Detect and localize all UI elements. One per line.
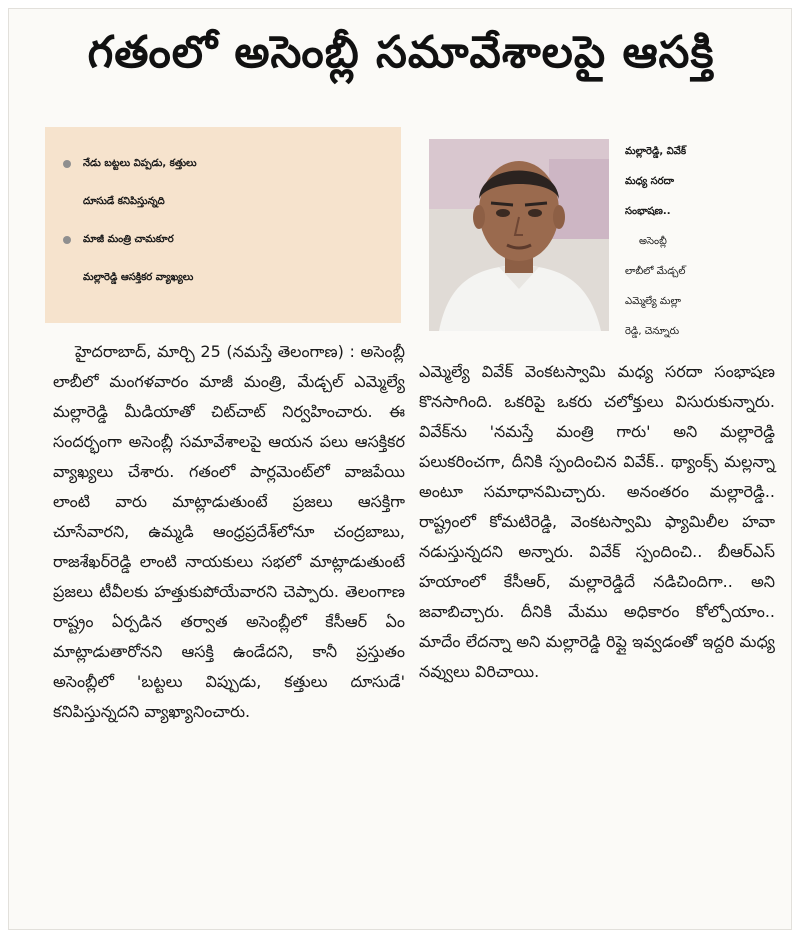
portrait-image	[429, 139, 609, 331]
right-column-text: ఎమ్మెల్యే వివేక్ వెంకటస్వామి మధ్య సరదా సంభాషణ కొనసాగింది. ఒకరిపై ఒకరు చలోక్తులు విసురుకున్నారు. వివేక్‌ను 'నమస్తే మంత్రి గారు' అని మల్లారెడ్డి పలుకరించగా, దీనికి స్పందించిన వివేక్.. థ్యాంక్స్ మల్లన్నా అంటూ సమాధానమిచ్చారు. అనంతరం మల్లారెడ్డి.. రాష్ట్రంలో కోమటిరెడ్డి, వెంకటస్వామి ఫ్యామిలీల హవా నడుస్తున్నదని అన్నారు. వివేక్ స్పందించి.. బీఆర్‌ఎస్ హయాంలో కేసీఆర్, మల్లారెడ్డిదే నడిచిందిగా.. అని జవాబిచ్చారు. దీనికి మేము అధికారం కోల్పోయాం.. మాదేం లేదన్నా అని మల్లారెడ్డి రిప్లై ఇవ్వడంతో ఇద్దరి మధ్య నవ్వులు విరిచాయి.	[419, 362, 775, 681]
highlight-line: దూసుడే కనిపిస్తున్నది	[83, 196, 165, 207]
headline: గతంలో అసెంబ్లీ సమావేశాలపై ఆసక్తి	[87, 27, 715, 78]
subheading-line: మధ్య సరదా	[625, 176, 674, 187]
highlight-item	[61, 145, 391, 221]
highlights-box	[45, 127, 401, 323]
left-column-text: హైదరాబాద్, మార్చి 25 (నమస్తే తెలంగాణ) : అసెంబ్లీ లాబీలో మంగళవారం మాజీ మంత్రి, మేడ్చల్ ఎమ్మెల్యే మల్లారెడ్డి మీడియాతో చిట్‌చాట్ నిర్వహించారు. ఈ సందర్భంగా అసెంబ్లీ సమావేశాలపై ఆయన పలు ఆసక్తికర వ్యాఖ్యలు చేశారు. గతంలో పార్లమెంట్‌లో వాజపేయి లాంటి వారు మాట్లాడుతుంటే ప్రజలు ఆసక్తిగా చూసేవారని, ఉమ్మడి ఆంధ్రప్రదేశ్‌లోనూ చంద్రబాబు, రాజశేఖర్‌రెడ్డి లాంటి నాయకులు సభలో మాట్లాడుతుంటే ప్రజలు టీవీలకు హత్తుకుపోయేవారని చెప్పారు. తెలంగాణ రాష్ట్రం ఏర్పడిన తర్వాత అసెంబ్లీలో కేసీఆర్ ఏం మాట్లాడుతారోనని ఆసక్తి ఉండేదని, కానీ ప్రస్తుతం అసెంబ్లీలో 'బట్టలు విప్పుడు, కత్తులు దూసుడే' కనిపిస్తున్నదని వ్యాఖ్యానించారు.	[53, 342, 405, 721]
highlight-item	[61, 221, 391, 297]
side-body-line: రెడ్డి, చెన్నూరు	[625, 326, 680, 337]
side-body-line: ఎమ్మెల్యే మల్లా	[625, 296, 681, 307]
subheading-line: మల్లారెడ్డి, వివేక్	[625, 146, 687, 157]
bullet-icon	[63, 236, 71, 244]
highlight-line: మాజీ మంత్రి చామకూర	[83, 234, 174, 245]
subheading	[625, 137, 785, 227]
left-column	[53, 337, 405, 727]
bullet-icon	[63, 160, 71, 168]
newspaper-clipping	[8, 8, 792, 930]
politician-photo	[429, 139, 609, 331]
side-body	[625, 227, 785, 347]
side-body-line: లాబీలో మేడ్చల్	[625, 266, 686, 277]
highlight-line: మల్లారెడ్డి ఆసక్తికర వ్యాఖ్యలు	[83, 272, 194, 283]
beside-photo-text	[625, 137, 785, 347]
side-body-line: అసెంబ్లీ	[639, 236, 667, 247]
subheading-line: సంభాషణ..	[625, 206, 671, 217]
highlight-line: నేడు బట్టలు విప్పడు, కత్తులు	[83, 158, 197, 169]
right-column	[419, 357, 775, 687]
